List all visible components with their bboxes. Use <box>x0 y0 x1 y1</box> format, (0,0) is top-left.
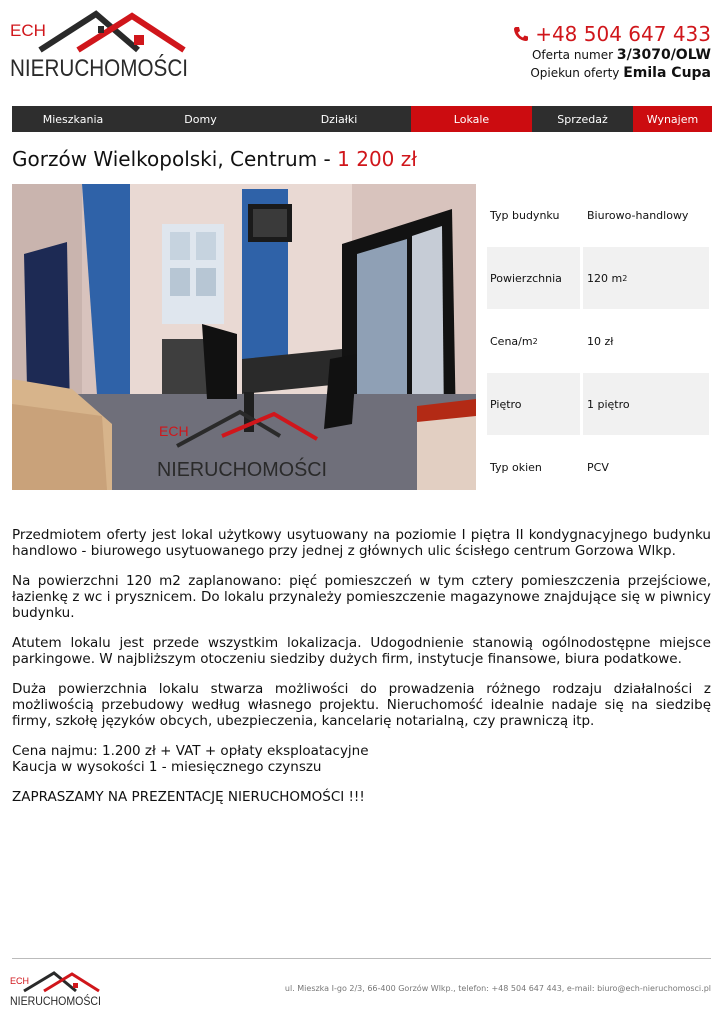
listing-title <box>12 146 417 172</box>
agent-name: Emila Cupa <box>623 65 711 81</box>
agent-label: Opiekun oferty <box>530 66 620 80</box>
offer-number: 3/3070/OLW <box>616 47 711 63</box>
listing-description <box>12 527 711 819</box>
param-label: Typ budynku <box>490 208 560 222</box>
title-separator: - <box>317 147 338 171</box>
nav-item-domy[interactable]: Domy <box>134 106 267 132</box>
description-paragraph: Cena najmu: 1.200 zł + VAT + opłaty eksploatacyjne Kaucja w wysokości 1 - miesięcznego czynszu <box>12 743 369 775</box>
param-row <box>487 373 709 436</box>
phone-icon <box>513 26 529 42</box>
description-paragraph: ZAPRASZAMY NA PREZENTACJĘ NIERUCHOMOŚCI !!! <box>12 789 365 805</box>
nav-item-lokale[interactable]: Lokale <box>411 106 532 132</box>
photo-watermark-ech: ECH <box>159 423 189 439</box>
listing-price: 1 200 zł <box>337 147 417 171</box>
phone-number[interactable]: +48 504 647 433 <box>535 22 711 46</box>
nav-item-dzialki[interactable]: Działki <box>267 106 411 132</box>
params-table <box>487 184 709 499</box>
param-row <box>487 247 709 310</box>
param-value: 10 zł <box>587 334 614 348</box>
param-value-text: 120 m <box>587 271 623 285</box>
param-value <box>583 247 709 309</box>
description-paragraph: Na powierzchni 120 m2 zaplanowano: pięć pomieszczeń w tym cztery pomieszczenia przejściowe, łazienkę z wc i prysznicem. Do lokalu przynależy pomieszczenie magazynowe znajdujące się w piwnicy budynku. <box>12 573 711 621</box>
nav-item-mieszkania[interactable]: Mieszkania <box>12 106 134 132</box>
param-value: 1 piętro <box>583 373 709 435</box>
footer-divider <box>12 958 711 959</box>
description-paragraph: Atutem lokalu jest przede wszystkim lokalizacja. Udogodnienie stanowią ogólnodostępne miejsce parkingowe. W najbliższym otoczeniu siedziby dużych firm, instytucje finansowe, biura podatkowe. <box>12 635 711 667</box>
company-logo[interactable] <box>10 10 217 82</box>
listing-location: Gorzów Wielkopolski, Centrum <box>12 147 318 171</box>
param-label: Powierzchnia <box>487 247 580 309</box>
param-value: PCV <box>587 460 609 474</box>
logo-ech-text: ECH <box>10 21 46 40</box>
description-paragraph: Duża powierzchnia lokalu stwarza możliwości do prowadzenia różnego rodzaju działalności z możliwością przebudowy według własnego projektu. Nieruchomość idealnie nadaje się na siedzibę firmy, szkołę języków obcych, ubezpieczenia, kancelarię notarialną, czy prawniczą itp. <box>12 681 711 729</box>
param-row <box>487 436 709 499</box>
logo-name-text: NIERUCHOMOŚCI <box>10 55 217 82</box>
photo-watermark-name: NIERUCHOMOŚCI <box>157 459 330 481</box>
param-label-sup: 2 <box>532 336 538 346</box>
param-row <box>487 310 709 373</box>
nav-item-sprzedaz[interactable]: Sprzedaż <box>532 106 633 132</box>
param-label-text: Cena/m <box>490 334 533 348</box>
param-value: Biurowo-handlowy <box>587 208 689 222</box>
description-paragraph: Przedmiotem oferty jest lokal użytkowy usytuowany na poziomie I piętra II kondygnacyjnego budynku handlowo - biurowego usytuowanego przy jednej z głównych ulic ścisłego centrum Gorzowa Wlkp. <box>12 527 711 559</box>
contact-block <box>513 22 711 82</box>
offer-label: Oferta numer <box>531 48 614 62</box>
footer-logo-name: NIERUCHOMOŚCI <box>10 994 114 1008</box>
param-value-sup: 2 <box>622 273 628 283</box>
listing-photo[interactable] <box>12 184 476 490</box>
phone-link[interactable] <box>513 22 711 46</box>
param-label <box>487 310 580 372</box>
main-nav <box>12 106 712 132</box>
nav-item-wynajem[interactable]: Wynajem <box>633 106 712 132</box>
param-label: Typ okien <box>490 460 542 474</box>
footer-logo-ech: ECH <box>10 976 30 986</box>
param-row <box>487 184 709 247</box>
footer-logo[interactable] <box>10 970 114 1008</box>
footer-address: ul. Mieszka I-go 2/3, 66-400 Gorzów Wlkp., telefon: +48 504 647 443, e-mail: biuro@ech-nieruchomosci.pl <box>284 984 711 993</box>
param-label: Piętro <box>487 373 580 435</box>
